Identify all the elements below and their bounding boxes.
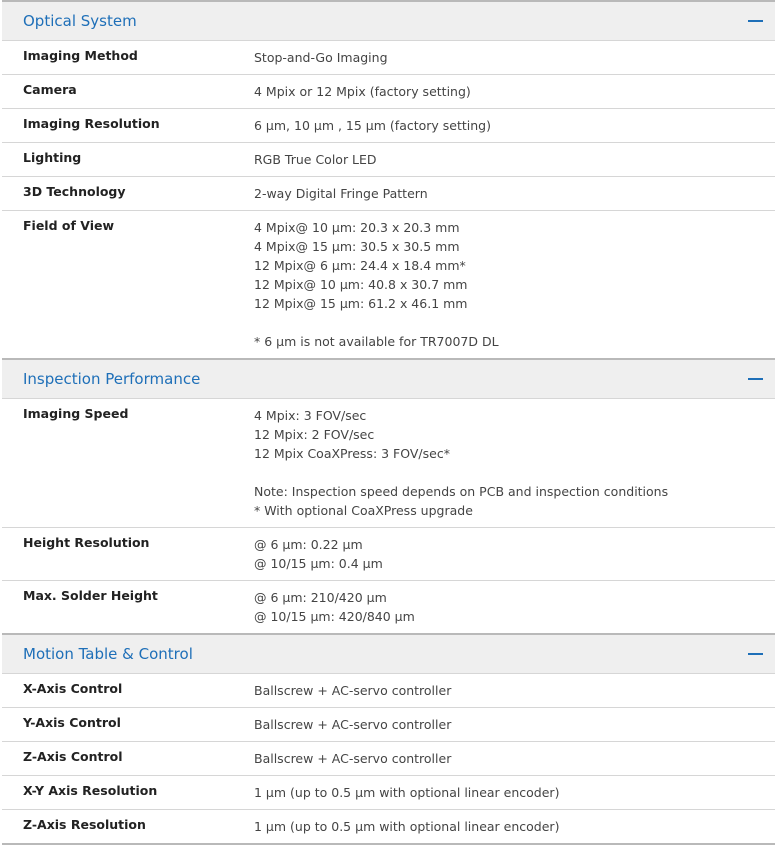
- spec-value: [254, 708, 775, 741]
- spec-value: [254, 528, 775, 580]
- spec-label: Camera: [23, 82, 77, 97]
- spec-value-line: Ballscrew + AC-servo controller: [254, 751, 452, 766]
- spec-value: [254, 75, 775, 108]
- line-spacer: [254, 463, 775, 482]
- spec-row: [2, 399, 775, 528]
- spec-value-line: * With optional CoaXPress upgrade: [254, 503, 473, 518]
- spec-row: [2, 41, 775, 75]
- spec-label: Z-Axis Control: [23, 749, 123, 764]
- section-title: Motion Table & Control: [23, 645, 193, 663]
- spec-value-line: 4 Mpix or 12 Mpix (factory setting): [254, 84, 471, 99]
- spec-value-line: 12 Mpix CoaXPress: 3 FOV/sec*: [254, 446, 450, 461]
- spec-section: [2, 0, 775, 358]
- section-header[interactable]: [2, 360, 775, 399]
- spec-value: [254, 810, 775, 843]
- spec-value-line: 1 µm (up to 0.5 µm with optional linear encoder): [254, 785, 560, 800]
- minus-icon[interactable]: [748, 20, 763, 22]
- spec-value-line: RGB True Color LED: [254, 152, 377, 167]
- spec-value: [254, 41, 775, 74]
- minus-icon[interactable]: [748, 378, 763, 380]
- spec-row: [2, 708, 775, 742]
- spec-value-line: 12 Mpix: 2 FOV/sec: [254, 427, 375, 442]
- spec-label: Imaging Method: [23, 48, 138, 63]
- spec-label: X-Y Axis Resolution: [23, 783, 158, 798]
- spec-row: [2, 742, 775, 776]
- spec-value: [254, 399, 775, 527]
- spec-label: Max. Solder Height: [23, 588, 158, 603]
- spec-value: [254, 742, 775, 775]
- spec-label: Field of View: [23, 218, 115, 233]
- spec-value: [254, 211, 775, 358]
- spec-table: [2, 0, 775, 845]
- spec-value: [254, 581, 775, 633]
- spec-row: [2, 581, 775, 633]
- spec-value: [254, 674, 775, 707]
- spec-label: Height Resolution: [23, 535, 150, 550]
- minus-icon[interactable]: [748, 653, 763, 655]
- spec-section: [2, 633, 775, 843]
- spec-value-line: Stop-and-Go Imaging: [254, 50, 388, 65]
- spec-value: [254, 776, 775, 809]
- spec-value-line: @ 6 µm: 0.22 µm: [254, 537, 363, 552]
- spec-label: 3D Technology: [23, 184, 126, 199]
- spec-row: [2, 776, 775, 810]
- spec-value-line: 4 Mpix: 3 FOV/sec: [254, 408, 367, 423]
- spec-row: [2, 528, 775, 581]
- section-title: Inspection Performance: [23, 370, 201, 388]
- spec-value-line: 2-way Digital Fringe Pattern: [254, 186, 428, 201]
- spec-value-line: 12 Mpix@ 10 µm: 40.8 x 30.7 mm: [254, 277, 468, 292]
- line-spacer: [254, 313, 775, 332]
- spec-value-line: 12 Mpix@ 15 µm: 61.2 x 46.1 mm: [254, 296, 468, 311]
- spec-value: [254, 177, 775, 210]
- spec-value-line: @ 10/15 µm: 420/840 µm: [254, 609, 415, 624]
- spec-value-line: 4 Mpix@ 10 µm: 20.3 x 20.3 mm: [254, 220, 460, 235]
- spec-value-line: Ballscrew + AC-servo controller: [254, 683, 452, 698]
- spec-section: [2, 358, 775, 633]
- spec-value-line: @ 10/15 µm: 0.4 µm: [254, 556, 383, 571]
- spec-label: Y-Axis Control: [23, 715, 121, 730]
- spec-value-line: Note: Inspection speed depends on PCB and inspection conditions: [254, 484, 669, 499]
- section-header[interactable]: [2, 2, 775, 41]
- spec-value-line: 4 Mpix@ 15 µm: 30.5 x 30.5 mm: [254, 239, 460, 254]
- spec-value-line: * 6 µm is not available for TR7007D DL: [254, 334, 499, 349]
- spec-row: [2, 674, 775, 708]
- spec-row: [2, 75, 775, 109]
- spec-value-line: 12 Mpix@ 6 µm: 24.4 x 18.4 mm*: [254, 258, 466, 273]
- spec-value-line: 1 µm (up to 0.5 µm with optional linear encoder): [254, 819, 560, 834]
- spec-value-line: @ 6 µm: 210/420 µm: [254, 590, 387, 605]
- spec-value-line: Ballscrew + AC-servo controller: [254, 717, 452, 732]
- spec-label: Z-Axis Resolution: [23, 817, 146, 832]
- spec-row: [2, 109, 775, 143]
- section-title: Optical System: [23, 12, 137, 30]
- section-header[interactable]: [2, 635, 775, 674]
- spec-label: X-Axis Control: [23, 681, 123, 696]
- spec-label: Imaging Resolution: [23, 116, 160, 131]
- spec-row: [2, 211, 775, 358]
- spec-row: [2, 143, 775, 177]
- spec-label: Imaging Speed: [23, 406, 129, 421]
- spec-label: Lighting: [23, 150, 82, 165]
- spec-value-line: 6 µm, 10 µm , 15 µm (factory setting): [254, 118, 491, 133]
- spec-row: [2, 810, 775, 843]
- spec-value: [254, 109, 775, 142]
- spec-value: [254, 143, 775, 176]
- spec-row: [2, 177, 775, 211]
